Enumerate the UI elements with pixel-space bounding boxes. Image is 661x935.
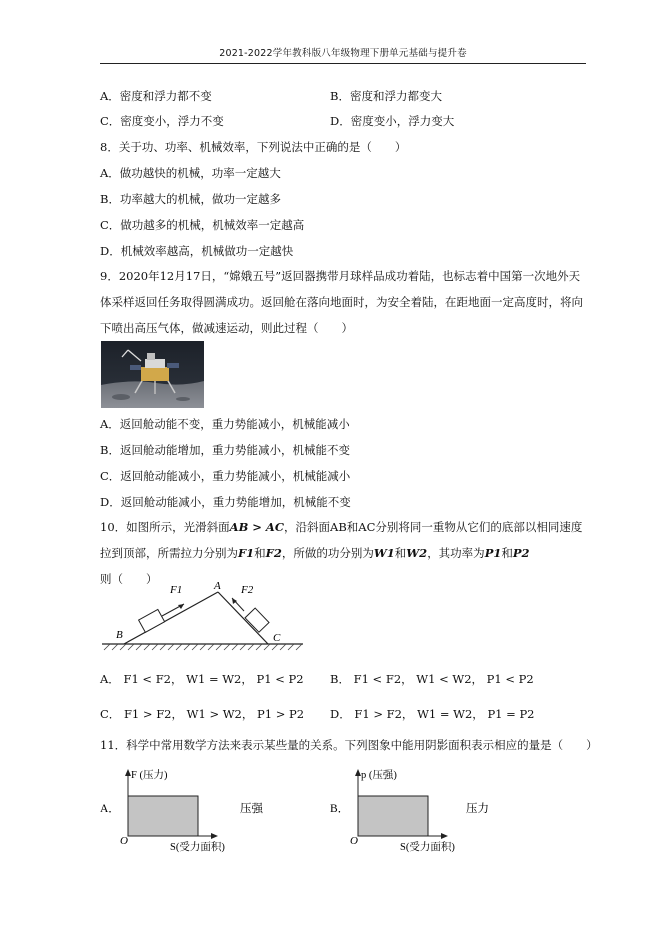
- ground-hatch: [104, 644, 302, 650]
- q10-option-a: A． F1 < F2， W1 = W2， P1 < P2: [100, 672, 304, 686]
- graph-a-origin: O: [120, 835, 128, 847]
- q10-stem-part: 10．如图所示，光滑斜面: [100, 520, 230, 534]
- q10-inequality: AB > AC: [229, 520, 285, 534]
- slope-ab: [124, 592, 218, 644]
- q10-w1: W1: [373, 546, 395, 560]
- q10-stem-part: ，其功率为: [427, 546, 485, 560]
- q9-stem: 9．2020年12月17日，“嫦娥五号”返回器携带月球样品成功着陆，也标志着中国第一次地外天体采样返回任务取得圆满成功。返回舱在落向地面时，为安全着陆，在距地面一定高度时，将向下喷出高压气体，做减速运动，则此过程（ ）: [100, 269, 583, 335]
- q8-option-c: C．做功越多的机械，机械效率一定越高: [100, 218, 305, 232]
- graph-b-option-label: B．: [330, 803, 350, 815]
- q10-p2: P2: [512, 546, 530, 560]
- q7-option-d: D．密度变小，浮力变大: [330, 114, 455, 128]
- label-f2: F2: [241, 584, 254, 596]
- q8-option-d: D．机械效率越高，机械做功一定越快: [100, 244, 294, 258]
- q10-and: 和: [254, 546, 266, 560]
- q10-f2: F2: [265, 546, 282, 560]
- q11-graph-b: [330, 764, 560, 859]
- lander-image: [101, 341, 204, 408]
- incline-figure: [100, 578, 305, 657]
- q9-option-b: B．返回舱动能增加，重力势能减小，机械能不变: [100, 443, 350, 457]
- q10-option-c: C． F1 > F2， W1 > W2， P1 > P2: [100, 707, 305, 721]
- graph-a-result: 压强: [240, 803, 263, 815]
- label-b: B: [116, 629, 123, 641]
- q10-p1: P1: [484, 546, 502, 560]
- q7-option-b: B．密度和浮力都变大: [330, 89, 442, 103]
- q8-option-a: A．做功越快的机械，功率一定越大: [100, 166, 281, 180]
- q8-option-b: B．功率越大的机械，做功一定越多: [100, 192, 281, 206]
- graph-b-result: 压力: [466, 803, 489, 815]
- q11-stem: 11．科学中常用数学方法来表示某些量的关系。下列图象中能用阴影面积表示相应的量是（ ）: [100, 738, 598, 752]
- label-f1: F1: [170, 584, 183, 596]
- q10-stem-part: 则（ ）: [100, 572, 158, 586]
- q9-option-c: C．返回舱动能减小，重力势能减小，机械能减小: [100, 469, 351, 483]
- graph-a-option-label: A．: [100, 803, 120, 815]
- q7-option-c: C．密度变小，浮力不变: [100, 114, 224, 128]
- block-right: [245, 608, 269, 632]
- q10-w2: W2: [406, 546, 428, 560]
- graph-b-y-label: p (压强): [361, 770, 397, 781]
- q7-option-a: A．密度和浮力都不变: [100, 89, 212, 103]
- q10-stem-part: ，所做的功分别为: [281, 546, 374, 560]
- graph-a-shaded-area: [128, 796, 198, 836]
- q10-stem-part: ，沿斜面AB和AC分别将同一重物从它们的底部以相同速度拉到顶部，所需拉力分别为: [100, 520, 583, 560]
- graph-b-x-arrow: [441, 833, 448, 839]
- q11-graph-a: [100, 764, 330, 859]
- block-left: [139, 609, 165, 632]
- q10-option-d: D． F1 > F2， W1 = W2， P1 = P2: [330, 707, 535, 721]
- q9-option-a: A．返回舱动能不变，重力势能减小，机械能减小: [100, 417, 350, 431]
- q10-option-b: B． F1 < F2， W1 < W2， P1 < P2: [330, 672, 534, 686]
- graph-b-shaded-area: [358, 796, 428, 836]
- graph-a-x-label: S(受力面积): [170, 842, 225, 853]
- graph-b-origin: O: [350, 835, 358, 847]
- q8-stem: 8．关于功、功率、机械效率，下列说法中正确的是（ ）: [100, 140, 407, 154]
- label-a: A: [214, 580, 221, 592]
- q10-f1: F1: [238, 546, 255, 560]
- q9-option-d: D．返回舱动能减小，重力势能增加，机械能不变: [100, 495, 351, 509]
- label-c: C: [273, 632, 281, 644]
- graph-a-x-arrow: [211, 833, 218, 839]
- graph-a-y-label: F (压力): [131, 770, 168, 781]
- lander-photo: [101, 341, 204, 408]
- q10-and: 和: [394, 546, 407, 560]
- page-header: 2021-2022学年教科版八年级物理下册单元基础与提升卷: [100, 45, 586, 64]
- graph-b-x-label: S(受力面积): [400, 842, 455, 853]
- q10-and: 和: [501, 546, 513, 560]
